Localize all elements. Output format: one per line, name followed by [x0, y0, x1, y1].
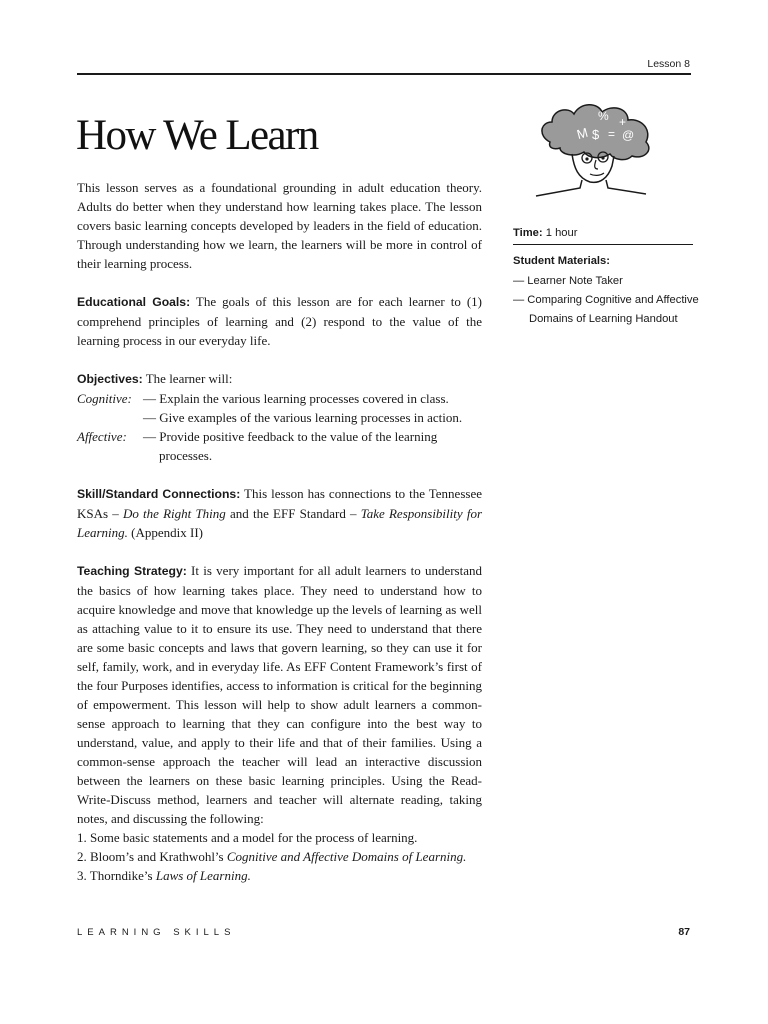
skills-text: and the EFF Standard – [225, 506, 361, 521]
affective-label: Affective: [77, 429, 127, 444]
neck-left [536, 180, 582, 196]
skills-label: Skill/Standard Connections: [77, 487, 241, 501]
symbol-plus: + [619, 115, 627, 129]
symbol-dollar: $ [592, 127, 600, 142]
mouth [590, 173, 604, 175]
affective-item: — Provide positive feedback to the value of the learning processes. [143, 429, 438, 463]
footer-section-label: LEARNING SKILLS [77, 927, 236, 938]
time-value: 1 hour [542, 227, 578, 239]
nose [595, 160, 598, 169]
cognitive-item: — Explain the various learning processes covered in class. [143, 391, 449, 406]
objectives-intro: The learner will: [142, 371, 233, 386]
list-item: 3. Thorndike’s Laws of Learning. [77, 868, 251, 883]
skills-text: (Appendix II) [127, 525, 204, 540]
list-item: — Learner Note Taker [513, 275, 623, 287]
thinking-head-illustration [528, 96, 664, 214]
materials-list [513, 272, 703, 329]
header-rule [77, 73, 691, 75]
page-number: 87 [678, 926, 690, 938]
list-item: — Comparing Cognitive and Affective Domains of Learning Handout [513, 294, 699, 325]
skills-eff-title: Take Responsibility for Learning. [77, 506, 483, 540]
list-item: 1. Some basic statements and a model for the process of learning. [77, 830, 418, 845]
sidebar-rule [513, 244, 693, 245]
time-label: Time: [513, 227, 543, 239]
cognitive-item: — Give examples of the various learning processes in action. [143, 410, 463, 425]
symbol-equals: = [608, 127, 616, 141]
symbol-percent: % [598, 109, 609, 123]
intro-paragraph: This lesson serves as a foundational grounding in adult education theory. Adults do better when they understand how learning takes place. The lesson covers basic learning concepts developed by leaders in the field of education. Through understanding how we learn, the learners will be more in control of their learning process. [77, 180, 482, 271]
page-title: How We Learn [76, 112, 318, 159]
neck-right [606, 180, 646, 194]
main-content [77, 178, 482, 885]
skills-ksa-title: Do the Right Thing [122, 506, 226, 521]
strategy-text: It is very important for all adult learners to understand the basics of how learning takes place. They need to understand how to acquire knowledge and move that knowledge up the levels of learning as well as attaching value to it to ensure its use. They need to understand that there are some basic concepts and laws that govern learning, so they can use it for self, family, work, and in everyday life. As EFF Content Framework’s first of the four Purposes identifies, access to information is critical for the beginning of empowerment. This lesson will help to show adult learners a common-sense approach to learning that they can configure into the best way to understand, value, and apply to their life and that of their families. Using a common-sense approach the teacher will lead an interactive discussion between the learners on these basic learning principles. Using the Read-Write-Discuss method, learners and teacher will alternate reading, taking notes, and discussing the following: [77, 563, 482, 826]
materials-label: Student Materials: [513, 255, 610, 267]
time-info [513, 224, 693, 243]
skill-standard-connections [77, 484, 482, 542]
symbol-at: @ [622, 128, 635, 142]
teaching-strategy [77, 561, 482, 828]
affective-objectives [77, 427, 482, 465]
cognitive-label: Cognitive: [77, 391, 132, 406]
objectives-section [77, 369, 482, 465]
goals-label: Educational Goals: [77, 295, 191, 309]
strategy-label: Teaching Strategy: [77, 564, 187, 578]
educational-goals [77, 292, 482, 350]
strategy-list [77, 828, 482, 885]
skills-text: This lesson has connections to the Tennessee KSAs – [77, 486, 482, 521]
cognitive-objectives [77, 389, 482, 427]
lesson-label: Lesson 8 [647, 58, 690, 70]
objectives-label: Objectives: [77, 372, 143, 386]
goals-text: The goals of this lesson are for each learner to (1) comprehend principles of learning and (2) respond to the value of the learning process in our everyday life. [77, 294, 483, 348]
list-item: 2. Bloom’s and Krathwohl’s Cognitive and Affective Domains of Learning. [77, 849, 467, 864]
symbol-m: M [575, 124, 590, 143]
